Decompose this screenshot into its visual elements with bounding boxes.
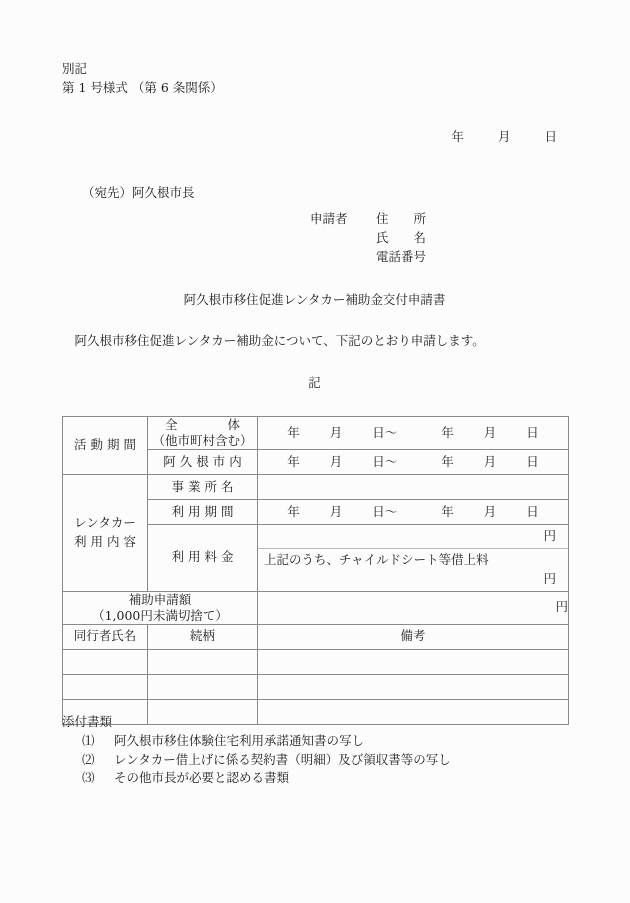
attachment-number-3: ⑶ [82,770,95,786]
applicant-phone-row [310,248,426,267]
date-range-use-period [258,503,568,522]
attachments-title: 添付書類 [62,714,113,729]
cell-fee-value[interactable] [258,525,569,592]
cell-activity-overall-label [148,417,258,450]
table-row-office-name [63,475,569,500]
cell-activity-period-label: 活 動 期 間 [63,417,148,475]
cell-use-period-label: 利 用 期 間 [148,500,258,525]
date-day-label: 日 [544,129,557,144]
cell-relation[interactable] [148,674,258,699]
cell-companion-name[interactable] [63,674,148,699]
range-month-2: 月 [483,453,497,469]
applicant-block [310,210,426,266]
range-month-2: 月 [483,424,497,440]
addressee: （宛先）阿久根市長 [82,185,195,200]
attachments-section [62,713,572,788]
range-day-1: 日〜 [372,503,398,519]
applicant-phone-label: 電話番号 [376,248,427,264]
attachment-item-1 [62,732,572,751]
range-day-2: 日 [526,453,539,469]
applicant-address-row [310,210,426,229]
fee-note: 上記のうち、チャイルドシート等借上料 [264,552,489,567]
range-year-1: 年 [287,453,300,469]
activity-overall-main: 全 体 [164,417,240,432]
range-day-2: 日 [526,424,539,440]
range-year-1: 年 [287,424,300,440]
range-day-1: 日〜 [372,424,398,440]
cell-relation[interactable] [148,649,258,674]
date-month-label: 月 [497,129,511,144]
fee-child-seat-yen: 円 [543,570,556,586]
range-year-2: 年 [441,503,454,519]
applicant-address-label: 住 所 [376,211,427,226]
range-year-2: 年 [441,453,454,469]
cell-use-period-value[interactable] [258,500,569,525]
range-year-1: 年 [287,503,300,519]
document-title: 阿久根市移住促進レンタカー補助金交付申請書 [183,292,446,307]
attachment-item-2 [62,751,572,770]
header-bekki: 別記 [62,61,88,76]
range-month-1: 月 [329,424,343,440]
table-row-companion-header [63,624,569,649]
date-range-activity-overall [258,424,568,443]
range-year-2: 年 [441,424,454,440]
form-table [62,416,569,725]
cell-subsidy-label [63,591,258,624]
attachment-item-3 [62,769,572,788]
fee-divider [258,548,568,591]
ki-marker: 記 [308,375,321,390]
attachment-number-1: ⑴ [82,732,95,748]
cell-companion-name[interactable] [63,649,148,674]
fee-total-yen: 円 [543,528,556,543]
fee-stack [258,525,568,591]
attachment-text-2: レンタカー借上げに係る契約書（明細）及び領収書等の写し [114,751,451,767]
date-line [62,128,567,147]
attachment-text-3: その他市長が必要と認める書類 [114,770,290,786]
applicant-name-row [310,229,426,248]
range-day-1: 日〜 [372,453,398,469]
table-row [63,674,569,699]
subsidy-label-line1: 補助申請額 [128,591,192,607]
cell-remarks[interactable] [258,649,569,674]
applicant-name-label: 氏 名 [376,229,427,245]
activity-overall-sub: （他市町村含む） [152,433,253,448]
cell-office-name-value[interactable] [258,475,569,500]
table-row [63,649,569,674]
cell-remarks-header: 備考 [258,624,569,649]
cell-activity-city-label: 阿 久 根 市 内 [148,450,258,475]
header-form-number: 第 1 号様式 （第 6 条関係） [62,79,223,95]
rental-label-line1: レンタカー [74,515,136,530]
rental-label-line2: 利 用 内 容 [74,533,136,549]
applicant-lead-label: 申請者 [310,211,348,226]
cell-fee-label: 利 用 料 金 [148,525,258,592]
attachment-number-2: ⑵ [82,751,95,767]
cell-rental-label [63,475,148,592]
range-month-1: 月 [329,453,343,469]
cell-activity-city-value[interactable] [258,450,569,475]
body-text: 阿久根市移住促進レンタカー補助金について、下記のとおり申請します。 [62,333,485,348]
subsidy-label-line2: （1,000円未満切捨て） [92,607,228,623]
cell-companion-name-header: 同行者氏名 [63,624,148,649]
cell-subsidy-value[interactable]: 円 [258,591,569,624]
range-month-1: 月 [329,503,343,519]
cell-relation-header: 続柄 [148,624,258,649]
cell-office-name-label: 事 業 所 名 [148,475,258,500]
cell-activity-overall-value[interactable] [258,417,569,450]
attachment-text-1: 阿久根市移住体験住宅利用承諾通知書の写し [114,732,365,748]
range-day-2: 日 [526,503,539,519]
table-row-activity-overall [63,417,569,450]
date-range-activity-city [258,453,568,472]
cell-remarks[interactable] [258,674,569,699]
form-table-wrapper [62,416,568,725]
form-header [62,60,572,98]
range-month-2: 月 [483,503,497,519]
table-row-subsidy [63,591,569,624]
date-year-label: 年 [451,129,464,144]
